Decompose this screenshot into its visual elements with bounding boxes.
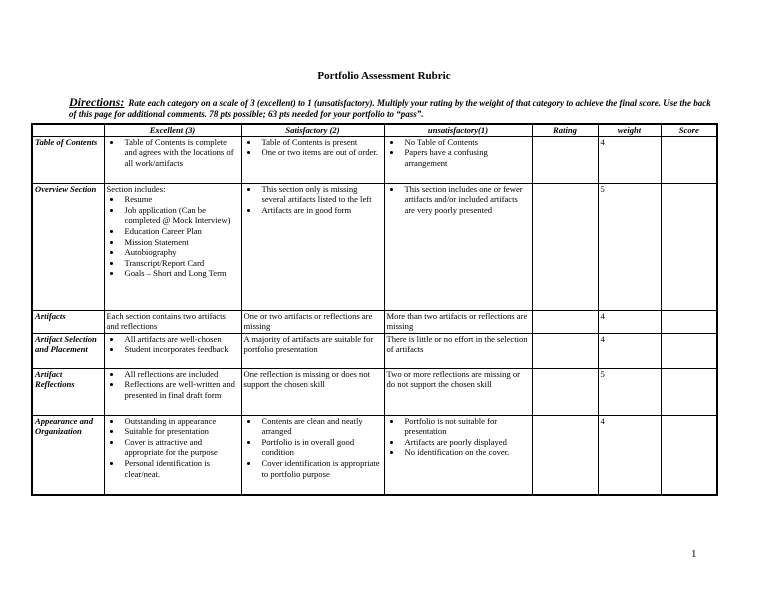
excellent-cell <box>104 415 241 495</box>
cell-text: One or two artifacts or reflections are missing <box>243 310 373 332</box>
list-item: Table of Contents is present <box>262 137 382 148</box>
list-item: Cover identification is appropriate to portfolio purpose <box>261 457 380 479</box>
weight-cell: 5 <box>598 368 661 415</box>
list-item: Autobiography <box>125 247 239 258</box>
cell-text: A majority of artifacts are suitable for portfolio presentation <box>243 333 374 355</box>
header-row <box>32 124 717 136</box>
weight-cell: 4 <box>598 136 661 183</box>
rating-cell[interactable] <box>532 333 598 368</box>
unsatisfactory-cell <box>384 333 532 368</box>
rubric-body <box>32 136 717 495</box>
list-item: No Table of Contents <box>405 137 530 148</box>
excellent-cell <box>104 136 241 183</box>
rating-cell[interactable] <box>532 415 598 495</box>
rubric-table <box>31 123 718 496</box>
list-item: Transcript/Report Card <box>125 258 239 269</box>
header-unsatisfactory: unsatisfactory(1) <box>384 124 532 136</box>
cell-text: Section includes: <box>106 183 166 194</box>
list-item: Portfolio is not suitable for presentation <box>405 416 530 437</box>
unsatisfactory-cell <box>384 136 532 183</box>
list-item: This section only is missing several artifacts listed to the left <box>262 184 382 205</box>
header-satisfactory: Satisfactory (2) <box>241 124 384 136</box>
criteria-list <box>107 416 239 480</box>
unsatisfactory-cell <box>384 368 532 415</box>
excellent-cell <box>104 183 241 310</box>
criteria-list <box>107 334 239 355</box>
list-item: One or two items are out of order. <box>262 147 382 158</box>
list-item: Goals – Short and Long Term <box>125 268 239 279</box>
table-row <box>32 136 717 183</box>
list-item: Contents are clean and neatly arranged <box>262 416 382 437</box>
criteria-list <box>107 194 239 279</box>
unsatisfactory-cell <box>384 310 532 333</box>
score-cell[interactable] <box>661 415 717 495</box>
cell-text: There is little or no effort in the selection of artifacts <box>386 333 528 355</box>
list-item: Portfolio is in overall good condition <box>262 437 382 458</box>
excellent-cell <box>104 333 241 368</box>
page-number: 1 <box>691 548 697 560</box>
category-cell: Table of Contents <box>32 136 104 183</box>
category-cell: Appearance and Organization <box>32 415 104 495</box>
cell-text: More than two artifacts or reflections are missing <box>386 310 528 332</box>
category-cell: Artifact Selection and Placement <box>32 333 104 368</box>
satisfactory-cell <box>241 333 384 368</box>
criteria-list <box>387 184 530 216</box>
header-weight: weight <box>598 124 661 136</box>
weight-cell: 5 <box>598 183 661 310</box>
score-cell[interactable] <box>661 183 717 310</box>
rating-cell[interactable] <box>532 136 598 183</box>
category-cell: Artifacts <box>32 310 104 333</box>
weight-cell: 4 <box>598 310 661 333</box>
satisfactory-cell <box>241 415 384 495</box>
score-cell[interactable] <box>661 333 717 368</box>
list-item: Resume <box>125 194 239 205</box>
list-item: Personal identification is clear/neat. <box>125 458 239 479</box>
criteria-list <box>244 137 382 158</box>
list-item: Cover is attractive and appropriate for the purpose <box>125 437 239 458</box>
list-item: All artifacts are well-chosen <box>125 334 239 345</box>
satisfactory-cell <box>241 310 384 333</box>
score-cell[interactable] <box>661 310 717 333</box>
list-item: Papers have a confusing arrangement <box>405 147 530 168</box>
list-item: No identification on the cover. <box>405 447 530 458</box>
list-item: Outstanding in appearance <box>125 416 239 427</box>
header-excellent: Excellent (3) <box>104 124 241 136</box>
list-item: Job application (Can be completed @ Mock Interview) <box>125 205 239 226</box>
header-score: Score <box>661 124 717 136</box>
table-row <box>32 183 717 310</box>
rating-cell[interactable] <box>532 368 598 415</box>
criteria-list <box>244 416 382 480</box>
table-row <box>32 333 717 368</box>
unsatisfactory-cell <box>384 183 532 310</box>
list-item: Education Career Plan <box>125 226 239 237</box>
criteria-list <box>244 184 382 216</box>
category-cell: Artifact Reflections <box>32 368 104 415</box>
cell-text: Each section contains two artifacts and reflections <box>106 310 226 332</box>
satisfactory-cell <box>241 136 384 183</box>
cell-text: One reflection is missing or does not support the chosen skill <box>243 368 370 390</box>
unsatisfactory-cell <box>384 415 532 495</box>
excellent-cell <box>104 310 241 333</box>
list-item: Artifacts are in good form <box>262 205 382 216</box>
directions-label: Directions: <box>69 95 125 109</box>
weight-cell: 4 <box>598 415 661 495</box>
rating-cell[interactable] <box>532 183 598 310</box>
list-item: All reflections are included <box>125 369 239 380</box>
cell-text: Two or more reflections are missing or do not support the chosen skill <box>386 368 521 390</box>
score-cell[interactable] <box>661 368 717 415</box>
criteria-list <box>107 137 239 169</box>
table-row <box>32 310 717 333</box>
header-rating: Rating <box>532 124 598 136</box>
criteria-list <box>107 369 239 401</box>
list-item: Suitable for presentation <box>125 426 239 437</box>
list-item: Mission Statement <box>125 237 239 248</box>
list-item: Table of Contents is complete and agrees with the locations of all work/artifacts <box>125 137 239 169</box>
excellent-cell <box>104 368 241 415</box>
criteria-list <box>387 416 530 458</box>
list-item: Reflections are well-written and presented in final draft form <box>125 379 239 400</box>
rating-cell[interactable] <box>532 310 598 333</box>
directions-text: Rate each category on a scale of 3 (excellent) to 1 (unsatisfactory). Multiply your rating by the weight of that category to achieve the final score. Use the back of this page for additional comments. 78 pts possible; 63 pts needed for your portfolio to “pass”. <box>69 98 711 119</box>
list-item: This section includes one or fewer artifacts and/or included artifacts are very poorly presented <box>405 184 530 216</box>
list-item: Student incorporates feedback <box>125 344 239 355</box>
category-cell: Overview Section <box>32 183 104 310</box>
satisfactory-cell <box>241 368 384 415</box>
weight-cell: 4 <box>598 333 661 368</box>
satisfactory-cell <box>241 183 384 310</box>
score-cell[interactable] <box>661 136 717 183</box>
table-row <box>32 368 717 415</box>
list-item: Artifacts are poorly displayed <box>405 437 530 448</box>
page-title: Portfolio Assessment Rubric <box>317 70 451 82</box>
directions <box>69 97 719 120</box>
header-category <box>32 124 104 136</box>
criteria-list <box>387 137 530 169</box>
table-row <box>32 415 717 495</box>
